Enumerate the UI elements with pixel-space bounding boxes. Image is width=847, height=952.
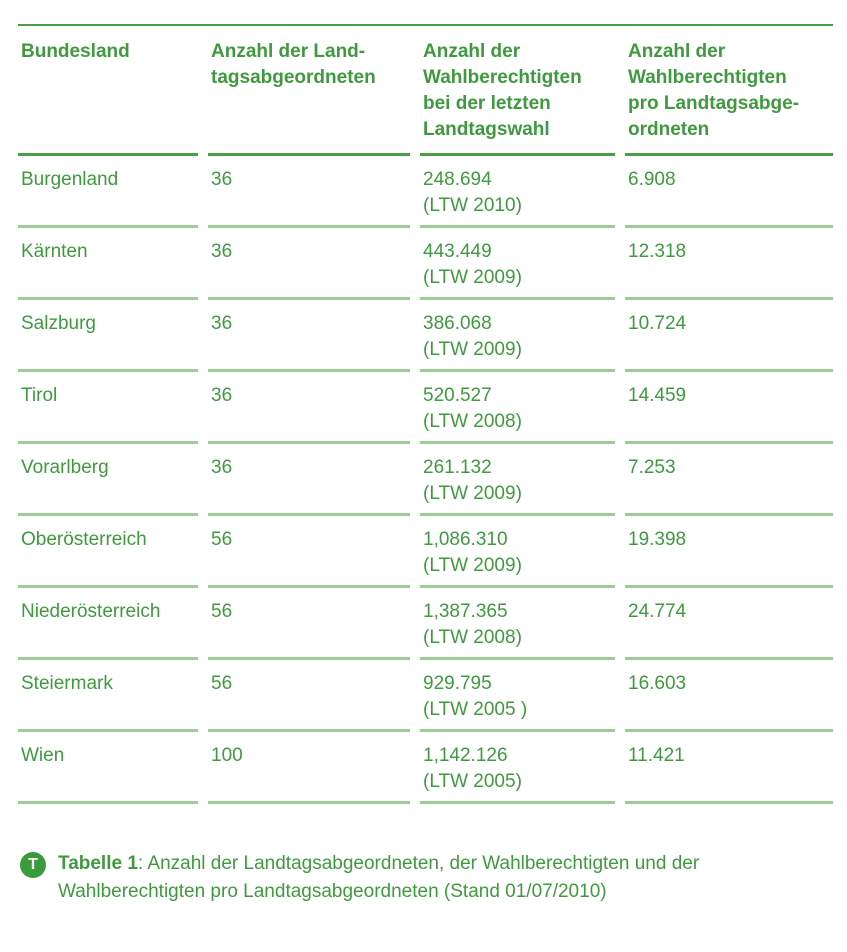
cell-wahlberechtigte	[420, 516, 615, 588]
table-row	[18, 300, 833, 372]
cell-wahlberechtigte-value: 386.068	[423, 313, 492, 334]
cell-pro-abgeordnete	[625, 372, 833, 444]
data-table-container	[18, 24, 833, 804]
cell-pro-abgeordnete	[625, 156, 833, 228]
cell-wahlberechtigte-value: 1,387.365	[423, 601, 508, 622]
cell-bundesland-value: Oberösterreich	[21, 529, 147, 550]
cell-bundesland	[18, 660, 198, 732]
table-row	[18, 516, 833, 588]
cell-abgeordnete	[208, 660, 410, 732]
cell-wahlberechtigte	[420, 156, 615, 228]
cell-wahlberechtigte-value: 520.527	[423, 385, 492, 406]
cell-wahlberechtigte-value: (LTW 2008)	[423, 627, 522, 648]
cell-pro-abgeordnete-value: 11.421	[628, 745, 685, 766]
cell-wahlberechtigte	[420, 300, 615, 372]
landtag-table	[18, 26, 833, 804]
cell-pro-abgeordnete-value: 12.318	[628, 241, 687, 262]
table-row	[18, 732, 833, 804]
cell-bundesland	[18, 732, 198, 804]
cell-pro-abgeordnete-value: 14.459	[628, 385, 687, 406]
cell-abgeordnete	[208, 732, 410, 804]
cell-pro-abgeordnete-value: 10.724	[628, 313, 687, 334]
cell-abgeordnete-value: 36	[211, 241, 233, 262]
cell-abgeordnete	[208, 588, 410, 660]
header-wahlberechtigte: Anzahl der Wahlberechtigten bei der letzten Landtagswahl	[420, 26, 615, 156]
cell-abgeordnete-value: 56	[211, 529, 233, 550]
cell-bundesland	[18, 372, 198, 444]
cell-abgeordnete-value: 36	[211, 169, 233, 190]
cell-abgeordnete	[208, 228, 410, 300]
cell-abgeordnete	[208, 516, 410, 588]
cell-abgeordnete	[208, 372, 410, 444]
cell-bundesland	[18, 228, 198, 300]
cell-pro-abgeordnete	[625, 588, 833, 660]
cell-wahlberechtigte-value: (LTW 2008)	[423, 411, 522, 432]
caption-description: : Anzahl der Landtagsabgeordneten, der Wahlberechtigten und der Wahlberechtigten pro Landtagsabgeordneten (Stand 01/07/2010)	[58, 853, 700, 902]
header-pro-abgeordnete: Anzahl der Wahlberechtigten pro Landtagsabge- ordneten	[625, 26, 833, 156]
table-header-row	[18, 26, 833, 156]
cell-wahlberechtigte	[420, 588, 615, 660]
cell-pro-abgeordnete	[625, 660, 833, 732]
cell-wahlberechtigte-value: (LTW 2005 )	[423, 699, 528, 720]
cell-wahlberechtigte	[420, 372, 615, 444]
cell-wahlberechtigte-value: 443.449	[423, 241, 492, 262]
cell-pro-abgeordnete	[625, 516, 833, 588]
cell-wahlberechtigte-value: 1,142.126	[423, 745, 508, 766]
cell-abgeordnete-value: 56	[211, 673, 233, 694]
header-anzahl-abgeordnete: Anzahl der Land- tagsabgeordneten	[208, 26, 410, 156]
caption-text	[58, 850, 820, 906]
table-row	[18, 588, 833, 660]
cell-wahlberechtigte-value: (LTW 2009)	[423, 267, 522, 288]
cell-pro-abgeordnete	[625, 444, 833, 516]
cell-pro-abgeordnete-value: 16.603	[628, 673, 687, 694]
cell-wahlberechtigte	[420, 732, 615, 804]
cell-bundesland-value: Niederösterreich	[21, 601, 161, 622]
table-row	[18, 444, 833, 516]
cell-wahlberechtigte	[420, 228, 615, 300]
cell-bundesland	[18, 588, 198, 660]
cell-abgeordnete-value: 36	[211, 385, 233, 406]
cell-wahlberechtigte-value: (LTW 2009)	[423, 555, 522, 576]
cell-abgeordnete	[208, 444, 410, 516]
cell-abgeordnete-value: 56	[211, 601, 233, 622]
cell-wahlberechtigte-value: (LTW 2005)	[423, 771, 522, 792]
cell-pro-abgeordnete	[625, 228, 833, 300]
cell-abgeordnete-value: 100	[211, 745, 243, 766]
cell-pro-abgeordnete-value: 6.908	[628, 169, 676, 190]
table-row	[18, 156, 833, 228]
cell-wahlberechtigte	[420, 660, 615, 732]
cell-wahlberechtigte-value: 929.795	[423, 673, 492, 694]
cell-wahlberechtigte-value: 261.132	[423, 457, 492, 478]
cell-bundesland-value: Vorarlberg	[21, 457, 109, 478]
table-caption	[20, 850, 820, 906]
cell-bundesland	[18, 516, 198, 588]
table-row	[18, 372, 833, 444]
cell-pro-abgeordnete	[625, 300, 833, 372]
cell-wahlberechtigte	[420, 444, 615, 516]
header-bundesland: Bundesland	[18, 26, 198, 156]
cell-pro-abgeordnete-value: 7.253	[628, 457, 676, 478]
cell-abgeordnete-value: 36	[211, 457, 233, 478]
cell-bundesland	[18, 444, 198, 516]
cell-bundesland-value: Steiermark	[21, 673, 113, 694]
cell-pro-abgeordnete-value: 24.774	[628, 601, 687, 622]
table-row	[18, 660, 833, 732]
cell-wahlberechtigte-value: (LTW 2009)	[423, 339, 522, 360]
table-body	[18, 156, 833, 804]
cell-bundesland-value: Salzburg	[21, 313, 96, 334]
cell-wahlberechtigte-value: (LTW 2010)	[423, 195, 522, 216]
cell-bundesland-value: Kärnten	[21, 241, 88, 262]
cell-bundesland	[18, 156, 198, 228]
cell-bundesland-value: Burgenland	[21, 169, 119, 190]
table-row	[18, 228, 833, 300]
cell-pro-abgeordnete	[625, 732, 833, 804]
cell-abgeordnete-value: 36	[211, 313, 233, 334]
caption-label: Tabelle 1	[58, 853, 138, 874]
cell-pro-abgeordnete-value: 19.398	[628, 529, 687, 550]
cell-wahlberechtigte-value: 248.694	[423, 169, 492, 190]
cell-bundesland	[18, 300, 198, 372]
cell-bundesland-value: Tirol	[21, 385, 58, 406]
circled-letter-t-icon: T	[20, 852, 46, 878]
cell-abgeordnete	[208, 156, 410, 228]
cell-bundesland-value: Wien	[21, 745, 65, 766]
cell-wahlberechtigte-value: (LTW 2009)	[423, 483, 522, 504]
cell-abgeordnete	[208, 300, 410, 372]
cell-wahlberechtigte-value: 1,086.310	[423, 529, 508, 550]
